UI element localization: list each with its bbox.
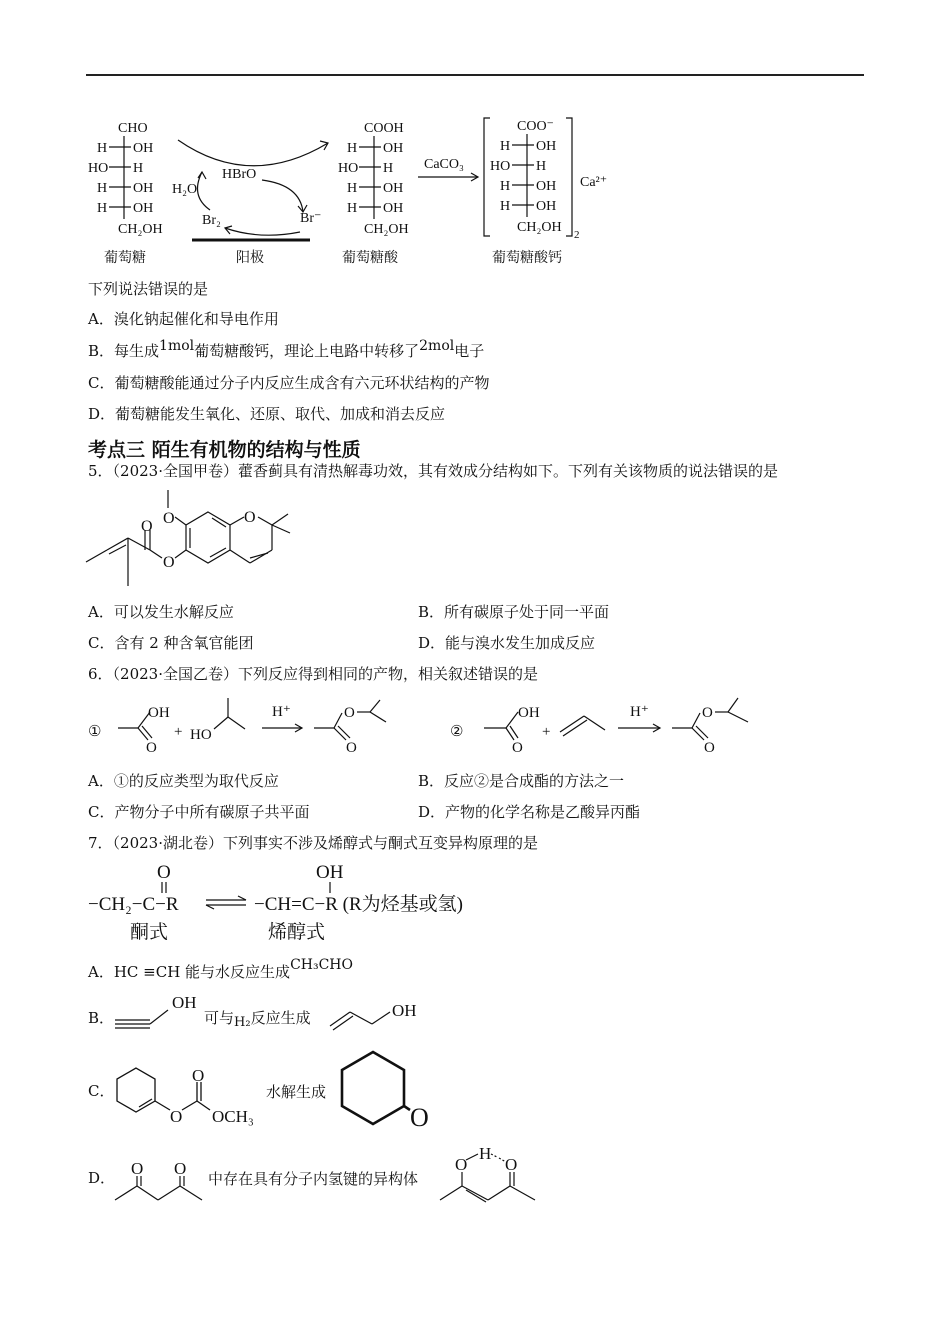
q7-option-d-text: 中存在具有分子内氢键的异构体: [208, 1170, 419, 1188]
svg-text:OH: OH: [536, 179, 557, 194]
svg-text:OH: OH: [172, 993, 197, 1012]
anode-name: 阳极: [236, 251, 264, 266]
q7-option-c-text: 水解生成: [266, 1083, 327, 1101]
keto-label: 酮式: [130, 922, 169, 943]
q4-option-d[interactable]: D．葡萄糖能发生氧化、还原、取代、加成和消去反应: [88, 405, 446, 423]
q6-option-c[interactable]: C．产物分子中所有碳原子共平面: [88, 803, 310, 821]
svg-text:H: H: [97, 181, 108, 196]
q7-stem: 7．（2023·湖北卷）下列事实不涉及烯醇式与酮式互变异构原理的是: [88, 834, 538, 852]
svg-text:HO: HO: [88, 161, 109, 176]
svg-text:H: H: [500, 199, 511, 214]
svg-text:O: O: [163, 554, 175, 571]
svg-text:O: O: [702, 705, 713, 721]
svg-text:H: H: [97, 141, 108, 156]
glucose-name: 葡萄糖: [104, 251, 146, 266]
svg-text:+: +: [542, 724, 551, 740]
calcium-top-group: COO⁻: [517, 119, 554, 134]
section-heading: 考点三 陌生有机物的结构与性质: [88, 439, 361, 461]
q5-option-b[interactable]: B．所有碳原子处于同一平面: [418, 603, 610, 621]
svg-text:H: H: [500, 179, 511, 194]
svg-text:OH: OH: [383, 181, 404, 196]
gluconic-name: 葡萄糖酸: [342, 251, 398, 266]
svg-text:H⁺: H⁺: [630, 704, 649, 720]
svg-text:OH: OH: [518, 705, 540, 721]
q7-option-b-label[interactable]: B．: [88, 1009, 115, 1027]
svg-text:−CH=C−R (R为烃基或氢): −CH=C−R (R为烃基或氢): [254, 894, 463, 915]
svg-text:O: O: [131, 1159, 144, 1178]
svg-text:OH: OH: [133, 201, 154, 216]
hbro-label: HBrO: [222, 167, 257, 182]
svg-text:O: O: [505, 1155, 518, 1174]
caco3-label: CaCO₃: [424, 157, 464, 172]
q4-stem: 下列说法错误的是: [88, 280, 209, 298]
br-minus-label: Br⁻: [300, 211, 322, 226]
svg-text:O: O: [346, 740, 357, 756]
svg-text:HO: HO: [338, 161, 359, 176]
svg-text:O: O: [170, 1107, 183, 1126]
svg-text:O: O: [244, 509, 256, 526]
svg-text:OH: OH: [316, 862, 344, 883]
svg-text:CH₂OH: CH₂OH: [364, 222, 409, 237]
q6-option-b[interactable]: B．反应②是合成酯的方法之一: [418, 772, 625, 790]
svg-text:O: O: [192, 1066, 205, 1085]
svg-text:O: O: [163, 510, 175, 527]
q6-option-d[interactable]: D．产物的化学名称是乙酸异丙酯: [418, 803, 641, 821]
svg-text:OH: OH: [133, 141, 154, 156]
q6-option-a[interactable]: A．①的反应类型为取代反应: [88, 772, 279, 790]
q4-option-c[interactable]: C．葡萄糖酸能通过分子内反应生成含有六元环状结构的产物: [88, 374, 490, 392]
svg-text:OH: OH: [536, 139, 557, 154]
svg-text:②: ②: [450, 724, 464, 740]
svg-text:OH: OH: [536, 199, 557, 214]
svg-text:O: O: [174, 1159, 187, 1178]
calcium-name: 葡萄糖酸钙: [492, 251, 562, 266]
h2o-label: H₂O: [172, 182, 198, 197]
svg-text:H: H: [500, 139, 511, 154]
svg-text:O: O: [344, 705, 355, 721]
svg-text:O: O: [157, 862, 171, 883]
svg-text:2: 2: [574, 229, 580, 241]
q7-option-a[interactable]: A．HC ≡CH 能与水反应生成CH₃CHO: [88, 957, 353, 981]
svg-text:O: O: [455, 1155, 468, 1174]
q5-option-c[interactable]: C．含有 2 种含氧官能团: [88, 634, 254, 652]
svg-text:+: +: [174, 724, 183, 740]
enol-label: 烯醇式: [268, 922, 326, 943]
glucose-top-group: CHO: [118, 121, 148, 136]
svg-text:H: H: [97, 201, 108, 216]
q5-option-a[interactable]: A．可以发生水解反应: [88, 603, 234, 621]
svg-text:H: H: [383, 161, 394, 176]
svg-text:OH: OH: [148, 705, 170, 721]
svg-text:O: O: [512, 740, 523, 756]
calcium-bottom-group: CH₂OH: [517, 220, 562, 235]
svg-text:H: H: [347, 181, 358, 196]
q5-stem: 5．（2023·全国甲卷）藿香蓟具有清热解毒功效，其有效成分结构如下。下列有关该物质的说法错误的是: [88, 462, 778, 480]
svg-text:OH: OH: [133, 181, 154, 196]
svg-text:OCH₃: OCH₃: [212, 1107, 254, 1126]
svg-text:①: ①: [88, 724, 102, 740]
q5-option-d[interactable]: D．能与溴水发生加成反应: [418, 634, 596, 652]
svg-text:H: H: [347, 141, 358, 156]
svg-text:O: O: [146, 740, 157, 756]
svg-text:H: H: [536, 159, 547, 174]
gluconic-top-group: COOH: [364, 121, 404, 136]
q7-option-b-text: 可与H₂反应生成: [204, 1009, 311, 1030]
q7-option-d-label[interactable]: D．: [88, 1169, 116, 1187]
svg-text:H: H: [347, 201, 358, 216]
svg-text:H⁺: H⁺: [272, 704, 291, 720]
svg-text:HO: HO: [490, 159, 511, 174]
svg-text:OH: OH: [383, 201, 404, 216]
svg-text:HO: HO: [190, 727, 212, 743]
br2-label: Br₂: [202, 213, 221, 228]
q6-stem: 6．（2023·全国乙卷）下列反应得到相同的产物，相关叙述错误的是: [88, 665, 538, 683]
svg-text:H: H: [133, 161, 144, 176]
svg-text:O: O: [704, 740, 715, 756]
svg-text:−CH₂−C−R: −CH₂−C−R: [88, 894, 179, 915]
calcium-ion: Ca²⁺: [580, 175, 608, 190]
glucose-bottom-group: CH₂OH: [118, 222, 163, 237]
q4-option-b[interactable]: B．每生成1mol葡萄糖酸钙，理论上电路中转移了2mol电子: [88, 338, 485, 360]
svg-text:OH: OH: [392, 1001, 417, 1020]
svg-text:O: O: [141, 518, 153, 535]
svg-text:OH: OH: [383, 141, 404, 156]
q4-option-a[interactable]: A．溴化钠起催化和导电作用: [88, 310, 279, 328]
q7-option-c-label[interactable]: C．: [88, 1082, 115, 1100]
svg-text:H: H: [479, 1144, 492, 1163]
svg-text:O: O: [410, 1103, 429, 1132]
